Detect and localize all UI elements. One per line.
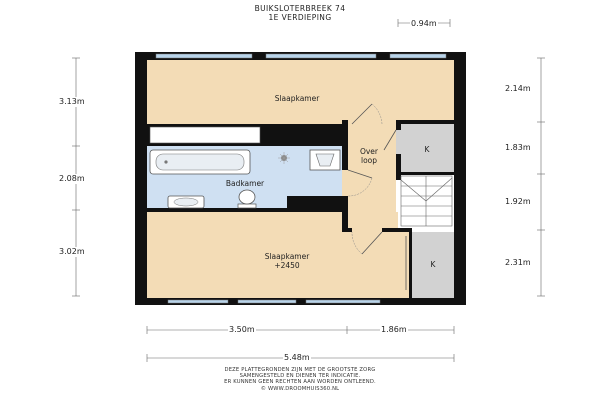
wall-storage-bottom-west [409,228,412,298]
dim-overall-width: 5.48m [284,353,310,362]
window-north-2 [266,54,376,58]
dim-left-middle: 2.08m [59,174,85,183]
door-bedroom-bottom-opening [352,228,382,232]
dim-right-2: 1.83m [505,143,531,152]
disclaimer [0,367,600,392]
wall-west [135,52,147,305]
wall-storage-bottom [400,172,454,175]
label-bedroom-top: Slaapkamer [274,94,320,103]
label-storage-bottom: K [430,260,436,269]
washbasin-icon [168,196,204,208]
dim-bottom-right: 1.86m [381,325,407,334]
window-south-2 [238,300,296,303]
window-south-3 [306,300,380,303]
label-landing-line1: Over [359,147,379,156]
door-storage-top-opening [396,130,401,154]
bath-alcove [150,127,260,143]
label-bedroom-bottom: Slaapkamer [264,252,310,261]
door-bath-opening [342,170,348,196]
door-bedroom-top-opening [352,120,382,124]
bathtub-icon [150,150,250,174]
room-bedroom-top [147,60,454,124]
dim-right-3: 1.92m [505,197,531,206]
dim-left-bottom: 3.02m [59,247,85,256]
sink-icon [310,150,340,170]
dim-top-width: 0.94m [411,19,437,28]
disclaimer-line-3: ER KUNNEN GEEN RECHTEN AAN WORDEN ONTLEEND. [224,379,376,386]
dim-bottom-left: 3.50m [229,325,255,334]
toilet-icon [238,190,256,208]
wall-east [454,52,466,305]
label-landing-line2: loop [360,156,378,165]
wall-storage-top [401,120,454,124]
dim-right-1: 2.14m [505,84,531,93]
label-bedroom-bottom-height: +2450 [274,261,300,270]
disclaimer-line-4: © WWW.DROOMHUIS360.NL [260,385,340,392]
disclaimer-line-2: SAMENGESTELD EN DIENEN TER INDICATIE. [239,373,361,380]
plan-title-floor: 1E VERDIEPING [268,13,332,22]
window-north-3 [390,54,446,58]
label-bathroom: Badkamer [225,179,265,188]
label-storage-top: K [424,145,430,154]
dim-left-top: 3.13m [59,97,85,106]
dim-right-4: 2.31m [505,258,531,267]
window-south-1 [168,300,228,303]
wall-shaft [287,196,343,209]
window-north-1 [156,54,252,58]
plan-title-address: BUIKSLOTERBREEK 74 [254,4,346,13]
disclaimer-line-1: DEZE PLATTEGRONDEN ZIJN MET DE GROOTSTE ZORG [224,367,376,373]
